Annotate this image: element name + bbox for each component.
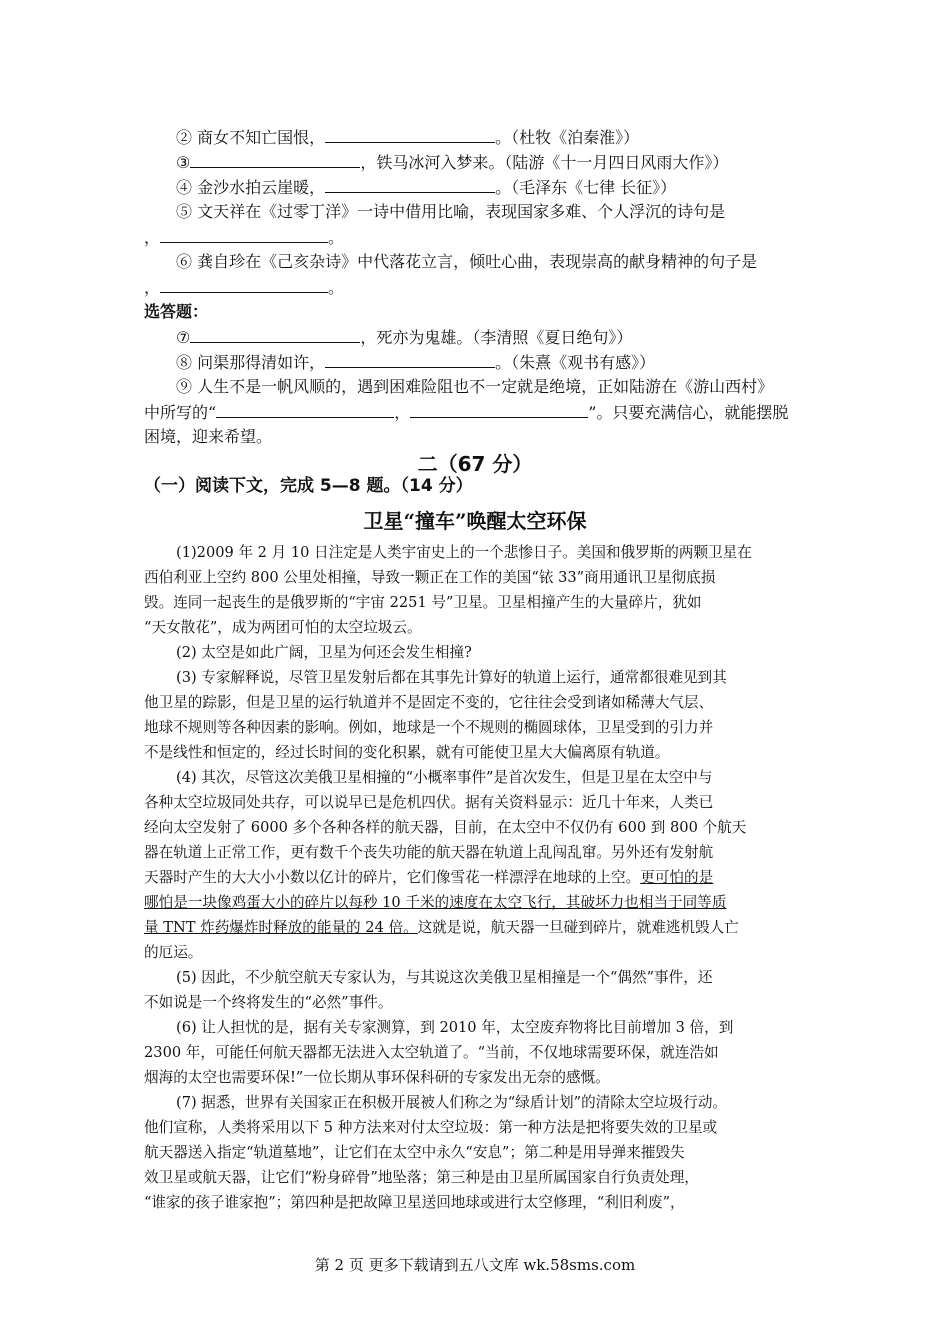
q2-suffix: 。（杜牧《泊秦淮》） bbox=[495, 128, 640, 147]
q7-suffix: ，死亦为鬼雄。（李清照《夏日绝句》） bbox=[360, 328, 633, 347]
para-5-line-2: 不如说是一个终将发生的“必然”事件。 bbox=[144, 994, 393, 1011]
q3-prefix: ③ bbox=[176, 153, 191, 172]
section-subtitle: （一）阅读下文，完成 5—8 题。（14 分） bbox=[144, 476, 473, 496]
para-6-line-2: 2300 年，可能任何航天器都无法进入太空轨道了。“当前，不仅地球需要环保，就连浩如 bbox=[144, 1044, 719, 1061]
q8-blank[interactable] bbox=[325, 351, 495, 368]
q6-blank[interactable] bbox=[160, 276, 328, 293]
page-footer: 第 2 页 更多下载请到五八文库 wk.58sms.com bbox=[314, 1256, 636, 1274]
elective-heading: 选答题： bbox=[144, 302, 209, 321]
q7-prefix: ⑦ bbox=[176, 328, 191, 347]
q4-blank[interactable] bbox=[325, 176, 495, 193]
para-1-line-1: (1)2009 年 2 月 10 日注定是人类宇宙史上的一个悲惨日子。美国和俄罗斯的两颗卫星在 bbox=[176, 544, 752, 561]
para-4-line-8: 的厄运。 bbox=[144, 944, 203, 961]
para-3-line-3: 地球不规则等各种因素的影响。例如，地球是一个不规则的椭圆球体，卫星受到的引力并 bbox=[144, 719, 714, 736]
q2-prefix: ② 商女不知亡国恨， bbox=[176, 128, 326, 147]
question-9-end: 困境，迎来希望。 bbox=[144, 427, 273, 446]
q4-prefix: ④ 金沙水拍云崖暖， bbox=[176, 178, 326, 197]
q8-prefix: ⑧ 问渠那得清如许， bbox=[176, 353, 326, 372]
q3-suffix: ，铁马冰河入梦来。（陆游《十一月四日风雨大作》） bbox=[360, 153, 729, 172]
para-6-line-1: (6) 让人担忧的是，据有关专家测算，到 2010 年，太空废弃物将比目前增加 3 倍，到 bbox=[176, 1019, 734, 1036]
q9-prefix: 中所写的“ bbox=[144, 403, 217, 422]
q5-blank[interactable] bbox=[160, 226, 328, 243]
q9-mid: ， bbox=[394, 403, 411, 422]
para-3-line-1: (3) 专家解释说，尽管卫星发射后都在其事先计算好的轨道上运行，通常都很难见到其 bbox=[176, 669, 727, 686]
question-7 bbox=[176, 326, 632, 349]
para-5-line-1: (5) 因此，不少航空航天专家认为，与其说这次美俄卫星相撞是一个“偶然”事件，还 bbox=[176, 969, 713, 986]
para-6-line-3: 烟海的太空也需要环保!”一位长期从事环保科研的专家发出无奈的感慨。 bbox=[144, 1069, 610, 1086]
q6-suffix: 。 bbox=[328, 278, 345, 297]
question-4 bbox=[176, 176, 676, 199]
question-9-answer bbox=[144, 401, 788, 424]
para-4-line-3: 经向太空发射了 6000 多个各种各样的航天器，目前，在太空中不仅仍有 600 到 800 个航天 bbox=[144, 819, 747, 836]
q9-blank-2[interactable] bbox=[410, 401, 588, 418]
para-4-line-7 bbox=[144, 917, 739, 939]
para-4-line-2: 各种太空垃圾同处共存，可以说早已是危机四伏。据有关资料显示：近几十年来，人类已 bbox=[144, 794, 714, 811]
q9-suffix: ”。只要充满信心，就能摆脱 bbox=[588, 403, 789, 422]
q3-blank[interactable] bbox=[190, 151, 360, 168]
q5-suffix: 。 bbox=[328, 228, 345, 247]
article-title: 卫星“撞车”唤醒太空环保 bbox=[363, 509, 587, 533]
question-6-text: ⑥ 龚自珍在《己亥杂诗》中代落花立言，倾吐心曲，表现崇高的献身精神的句子是 bbox=[176, 252, 758, 271]
underlined-sentence-end: 量 TNT 炸药爆炸时释放的能量的 24 倍。 bbox=[144, 919, 418, 936]
para-3-line-4: 不是线性和恒定的，经过长时间的变化积累，就有可能使卫星大大偏离原有轨道。 bbox=[144, 744, 670, 761]
para-7-line-1: (7) 据悉，世界有关国家正在积极开展被人们称之为“绿盾计划”的清除太空垃圾行动。 bbox=[176, 1094, 728, 1111]
para-7-line-4: 效卫星或航天器，让它们“粉身碎骨”地坠落；第三种是由卫星所属国家自行负责处理， bbox=[144, 1169, 699, 1186]
q5-prefix: ， bbox=[144, 228, 161, 247]
q4-suffix: 。（毛泽东《七律 长征》） bbox=[495, 178, 677, 197]
q7-blank[interactable] bbox=[190, 326, 360, 343]
q6-prefix: ， bbox=[144, 278, 161, 297]
para-3-line-2: 他卫星的踪影，但是卫星的运行轨道并不是固定不变的，它往往会受到诸如稀薄大气层、 bbox=[144, 694, 714, 711]
para-2-line-1: (2) 太空是如此广阔，卫星为何还会发生相撞? bbox=[176, 644, 472, 661]
para-1-line-3: 毁。连同一起丧生的是俄罗斯的“宇宙 2251 号”卫星。卫星相撞产生的大量碎片，犹如 bbox=[144, 594, 702, 611]
q9-blank-1[interactable] bbox=[216, 401, 394, 418]
para-4-line-1: (4) 其次，尽管这次美俄卫星相撞的“小概率事件”是首次发生，但是卫星在太空中与 bbox=[176, 769, 713, 786]
question-5-answer bbox=[144, 226, 344, 249]
underlined-sentence-start: 更可怕的是 bbox=[640, 869, 714, 886]
section-title: 二（67 分） bbox=[417, 452, 533, 476]
para-4-line-5-text: 天器时产生的大大小小数以亿计的碎片，它们像雪花一样漂浮在地球的上空。 bbox=[144, 869, 641, 886]
question-8 bbox=[176, 351, 655, 374]
question-3 bbox=[176, 151, 728, 174]
para-4-line-4: 器在轨道上正常工作，更有数千个丧失功能的航天器在轨道上乱闯乱窜。另外还有发射航 bbox=[144, 844, 714, 861]
para-7-line-3: 航天器送入指定“轨道墓地”，让它们在太空中永久“安息”；第二种是用导弹来摧毁失 bbox=[144, 1144, 685, 1161]
para-7-line-5: “谁家的孩子谁家抱”；第四种是把故障卫星送回地球或进行太空修理，“利旧利废”， bbox=[144, 1194, 685, 1211]
q2-blank[interactable] bbox=[325, 126, 495, 143]
para-7-line-2: 他们宣称，人类将采用以下 5 种方法来对付太空垃圾：第一种方法是把将要失效的卫星或 bbox=[144, 1119, 718, 1136]
para-4-line-7-text: 这就是说，航天器一旦碰到碎片，就难逃机毁人亡 bbox=[417, 919, 739, 936]
para-1-line-2: 西伯利亚上空约 800 公里处相撞，导致一颗正在工作的美国“铱 33”商用通讯卫星彻底损 bbox=[144, 569, 716, 586]
underlined-sentence-middle: 哪怕是一块像鸡蛋大小的碎片以每秒 10 千米的速度在太空飞行，其破坏力也相当于同等质 bbox=[144, 894, 727, 911]
q8-suffix: 。（朱熹《观书有感》） bbox=[495, 353, 656, 372]
question-6-answer bbox=[144, 276, 344, 299]
para-1-line-4: “天女散花”，成为两团可怕的太空垃圾云。 bbox=[144, 619, 422, 636]
para-4-line-5 bbox=[144, 867, 713, 889]
question-2 bbox=[176, 126, 639, 149]
question-9-text: ⑨ 人生不是一帆风顺的，遇到困难险阻也不一定就是绝境，正如陆游在《游山西村》 bbox=[176, 377, 774, 396]
question-5-text: ⑤ 文天祥在《过零丁洋》一诗中借用比喻，表现国家多难、个人浮沉的诗句是 bbox=[176, 202, 726, 221]
